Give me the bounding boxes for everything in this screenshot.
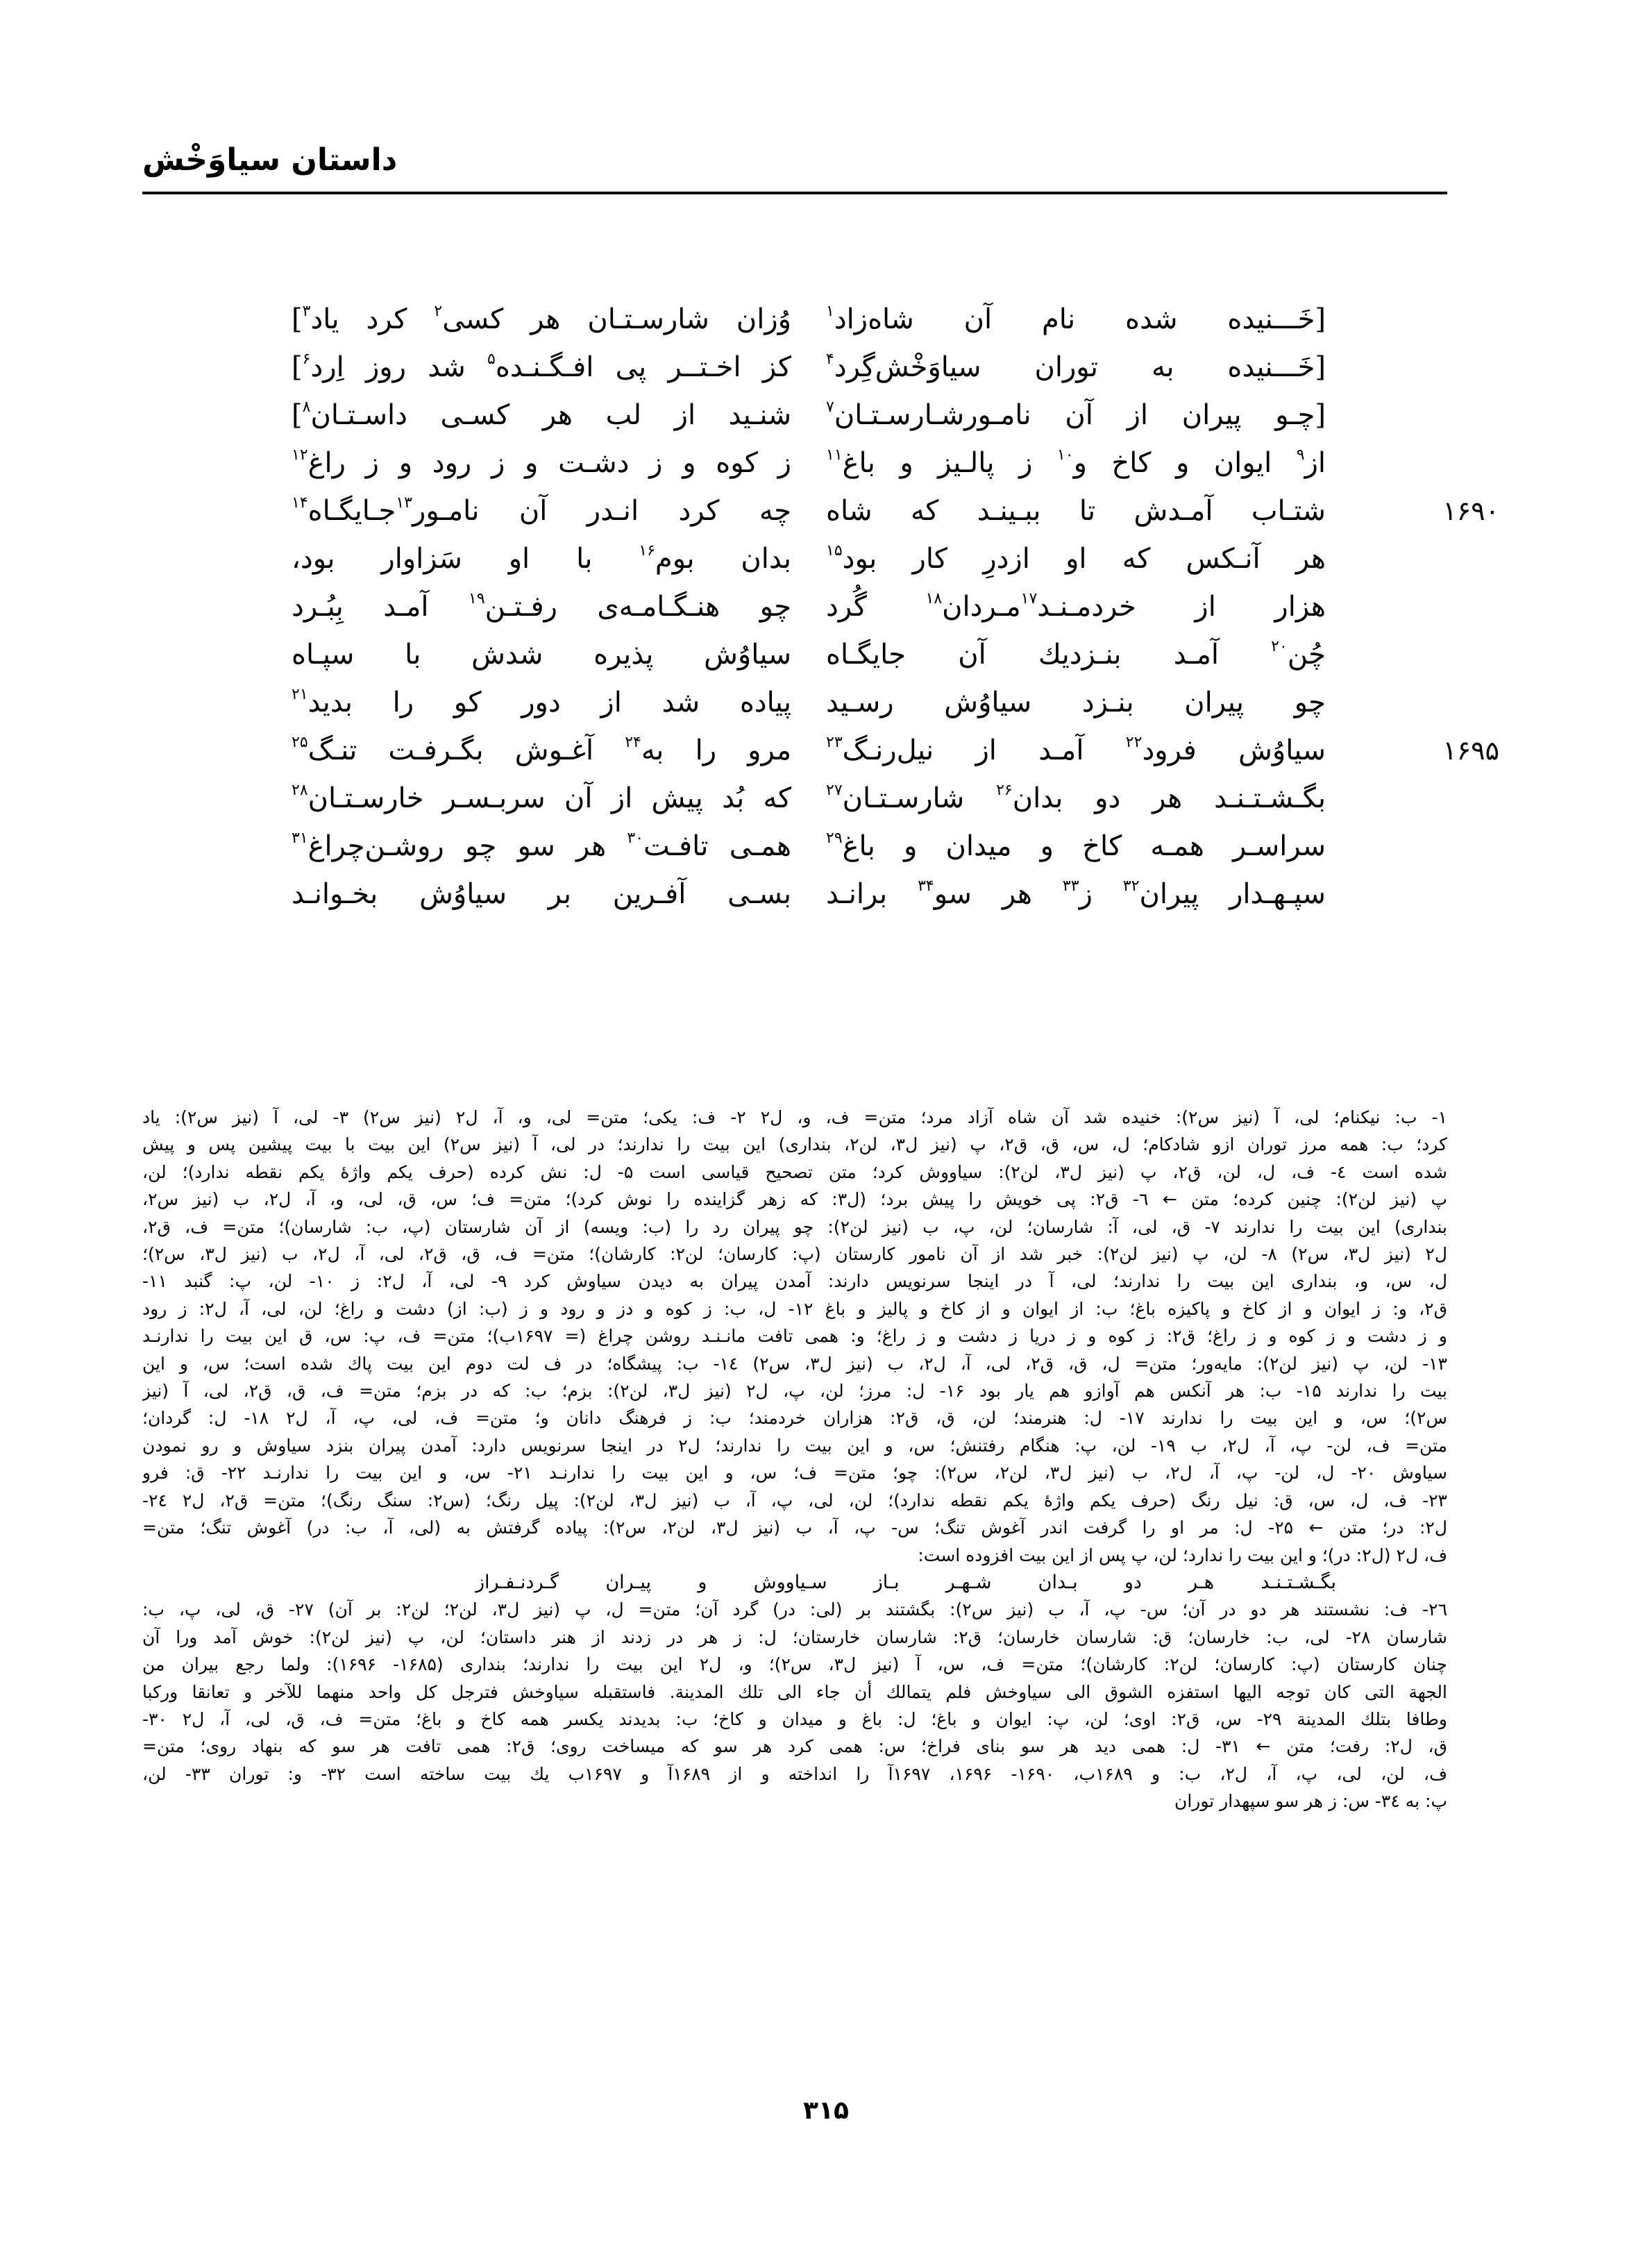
hemistich-first: از$^۹$ ایوان و کاخ و$^{۱۰}$ ز پالـیز و باغ$^{۱۱}$ <box>826 446 1326 479</box>
hemistich-first: سپـهـدار پیران$^{۳۲}$ ز$^{۳۳}$ هر سو$^{۳۴}$ برانـد <box>826 877 1326 910</box>
hemistich-second: که بُد پیش از آن سربـسـر خارسـتـان$^{۲۸}$ <box>292 782 791 814</box>
verse-couplet <box>229 490 1499 538</box>
footnote-line: شارسان ۲۸- لی، ب: خارسان؛ ق: شارسان خارسان؛ ق۲: شارسان خارستان؛ ل: ز هر در زدند از هنر داستان؛ لن، پ (نیز لن۲): خوش آمد ورا آن <box>142 1626 1447 1647</box>
header-rule <box>142 192 1447 194</box>
verse-number: ۱۶۹۰ <box>1442 496 1499 526</box>
verse-couplet <box>229 873 1499 921</box>
hemistich-second: وُزان شارسـتـان هر کسی$^۲$ کرد یاد$^۳$] <box>292 303 791 335</box>
footnotes <box>142 1104 1447 1815</box>
verse-couplet <box>229 682 1499 730</box>
chapter-title: داستان سیاوَخْش <box>142 142 398 178</box>
footnote-line: بیت را ندارند ۱۵- ب: هر آنکس هم آوازو هم یار بود ۱۶- ل: مرز؛ لن، پ، ل۲ (نیز ل۳، لن۲): بزم؛ ب: که در بزم؛ متن= ف، ق، ق۲، لی، آ (نیز <box>142 1381 1447 1402</box>
footnote-quoted-verse: بگـشـتـنـد هـر دو بـدان شـهـر بـاز سـیاووش و پیـران گـردنـفـراز <box>475 1571 1336 1593</box>
footnote-line: کرد؛ ب: همه مرز توران ازو شادکام؛ ل، س، ق، ق۲، پ (نیز ل۳، لن۲، بنداری) این بیت را ندارند؛ در لی، آ (نیز س۲) این بیت با بیت پیشین پس و پیش <box>142 1134 1447 1155</box>
verse-couplet <box>229 586 1499 634</box>
page-number: ۳۱۵ <box>803 2096 849 2125</box>
footnote-line: بنداری) این بیت را ندارند ۷- ق، لی، آ: شارسان؛ لن، پ، ب (نیز لن۲): چو پیران رد را (ب: ویسه) از آن شارستان (پ، ب: شارسان)؛ متن= ف، ق۲، <box>142 1216 1447 1237</box>
verse-couplet <box>229 825 1499 873</box>
verse-couplet <box>229 538 1499 586</box>
hemistich-second: چو هنـگـامـه‌ی رفـتـن$^{۱۹}$ آمـد بِبُـرد <box>292 590 791 623</box>
hemistich-second: بدان بوم$^{۱۶}$ با او سَزاوار بود، <box>292 542 791 575</box>
footnote-line: الجهة التی کان توجه الیها استفزه الشوق الی سیاوخش فلم یتمالك أن جاء الی تلك المدینة. فاستقبله سیاوخش فترجل کل واحد منهما للآخر و تعانقا ورکبا <box>142 1681 1447 1702</box>
hemistich-first: سراسـر همـه کاخ و میدان و باغ$^{۲۹}$ <box>826 830 1326 862</box>
verse-couplet <box>229 730 1499 777</box>
footnote-line: متن= ف، لن- پ، آ، ل۲، ب ۱۹- لن، پ: هنگام رفتنش؛ س، و این بیت را ندارند؛ ل۲ در اینجا سرنویس دارد: آمدن پیران بنزد سیاوش و رو نمودن <box>142 1435 1447 1456</box>
hemistich-second: ز کوه و ز دشـت و ز رود و ز راغ$^{۱۲}$ <box>292 446 791 479</box>
footnote-line: پ (نیز لن۲): چنین کرده؛ متن ← ٦- ق۲: پی خویش را پیش برد؛ (ل۳: که زهر گزاینده را نوش کرد)؛ متن= ف؛ س، ق، لی، و، آ، ل۲، ب (نیز س۲، <box>142 1189 1447 1210</box>
verse-couplet <box>229 394 1499 442</box>
footnote-line: وطافا بتلك المدینة ۲۹- س، ق۲: اوی؛ لن، پ: ایوان و باغ؛ ل: باغ و میدان و کاخ؛ ب: بدیدند یکسر همه کاخ و باغ؛ متن= ف، ق، لی، آ، ل۲ ۳۰- <box>142 1708 1447 1729</box>
footnote-line: ل۲ (نیز ل۳، س۲) ۸- لن، پ (نیز لن۲): خبر شد از آن نامور کارستان (پ: کارسان؛ لن۲: کارشان)؛ متن= ف، ق، ق۲، لی، آ، ل۲، ب (نیز ل۳، س۲)؛ <box>142 1244 1447 1265</box>
verse-couplet <box>229 442 1499 490</box>
hemistich-second: پیاده شد از دور کو را بدید$^{۲۱}$ <box>292 686 791 718</box>
footnote-line: ق، ل۲: رفت؛ متن ← ۳۱- ل: همی دید هر سو بنای فراخ؛ س: همی کرد هر سو که میساخت روی؛ ق۲: همی تافت هر سو که بنهاد روی؛ متن= <box>142 1736 1447 1757</box>
footnote-line: ف، ل۲ (ل۲: در)؛ و این بیت را ندارد؛ لن، پ پس از این بیت افزوده است: <box>918 1545 1447 1565</box>
hemistich-first: سیاوُش فرود$^{۲۲}$ آمـد از نیل‌رنـگ$^{۲۳}$ <box>826 734 1326 766</box>
hemistich-second: شنـید از لب هر کسـی داسـتـان$^۸$] <box>292 398 791 431</box>
hemistich-second: بسـی آفـرین بر سیاوُش بخـوانـد <box>292 878 791 910</box>
footnote-line: س۲)؛ س، و این بیت را ندارند ۱۷- ل: هنرمند؛ لن، ق، ق۲: هزاران خردمند؛ ب: ز فرهنگ دانان و؛ متن= ف، لی، پ، آ، ل۲ ۱۸- ل: گردان؛ <box>142 1408 1447 1429</box>
hemistich-first: [خَـــنیده شده نام آن شاه‌زاد$^۱$ <box>826 303 1326 335</box>
verse-couplet <box>229 777 1499 825</box>
poem-verses <box>229 299 1499 921</box>
footnote-line: ل۲: در؛ متن ← ۲۵- ل: مر او را گرفت اندر آغوش تنگ؛ س- پ، آ، ب (نیز ل۳، لن۲، س۲): پیاده گرفتش به (لی، آ، ب: در) آغوش تنگ؛ متن= <box>142 1517 1447 1538</box>
verse-couplet <box>229 299 1499 346</box>
footnote-line: ۱- ب: نیکنام؛ لی، آ (نیز س۲): خنیده شد آن شاه آزاد مرد؛ متن= ف، و، ل۲ ۲- ف: یکی؛ متن= لی، و، آ، ل۲ (نیز س۲) ۳- لی، آ (نیز س۲): یاد <box>142 1107 1447 1127</box>
hemistich-second: همـی تافـت$^{۳۰}$ هر سو چو روشـن‌چراغ$^{۳۱}$ <box>292 830 791 862</box>
hemistich-second: سیاوُش پذیره شدش با سپـاه <box>292 639 791 671</box>
footnote-line: چنان کارستان (پ: کارسان؛ لن۲: کارشان)؛ متن= ف، س، آ (نیز ل۳، س۲)؛ و، ل۲ این بیت را ندارند؛ بنداری (۱۶۸۵- ۱۶۹۶): ولما رجع بیران من <box>142 1654 1447 1675</box>
footnote-line: ۲۳- ف، ل، س، ق: نیل رنگ (حرف یکم واژهٔ یکم نقطه ندارد)؛ لن، لی، پ، آ، ب (نیز ل۳، لن۲): پیل رنگ؛ (س۲: سنگ رنگ)؛ متن= ق۲، ل۲ ۲٤- <box>142 1490 1447 1511</box>
footnote-line: ف، لن، لی، پ، آ، ل۲، ب: و ۱۶۸۹ب، ۱۶۹۰- ۱۶۹۶، ۱۶۹۷آ را انداخته و از ۱۶۸۹آ و ۱۶۹۷ب یك بیت ساخته است ۳۲- و: توران ۳۳- لن، <box>142 1763 1447 1784</box>
footnote-line: پ: به ۳٤- س: ز هر سو سپهدار توران <box>1174 1791 1447 1812</box>
footnote-line: ۲٦- ف: نشستند هر دو در آن؛ س- پ، آ، ب (نیز س۲): بگشتند بر (لی: در) گرد آن؛ متن= ل، پ (نیز ل۳، لن۲؛ لن۲: بر آن) ۲۷- ق، لی، پ، ب: <box>142 1599 1447 1620</box>
footnote-line: شده است ٤- ف، ل، لن، ق۲، پ (نیز ل۳، لن۲): سیاووش کرد؛ متن تصحیح قیاسی است ۵- ل: نش کرده (حرف یکم واژهٔ یکم نقطه ندارد)؛ لن، <box>142 1161 1447 1182</box>
footnote-line: و ز دشت و ز کوه و ز راغ؛ ق۲: ز کوه و ز دریا ز دشت و ز راغ؛ و: همی تافت مانـنـد روشن چراغ (= ۱۶۹۷ب)؛ متن= ف، پ: س، ق این بیت را ندارنـد <box>142 1326 1447 1347</box>
footnote-line: سیاوش ۲۰- ل، لن- پ، آ، ل۲، ب (نیز ل۳، لن۲، س۲): چو؛ متن= ف؛ س، و این بیت را ندارنـد ۲۱- س، و این بیت را ندارنـد ۲۲- ق: فرو <box>142 1463 1447 1483</box>
verse-couplet <box>229 634 1499 682</box>
hemistich-first: چو پیران بنـزد سیاوُش رسـید <box>826 687 1326 718</box>
hemistich-second: چه کرد انـدر آن نامـور$^{۱۳}$جـایگـاه$^{۱۴}$ <box>292 494 791 527</box>
hemistich-first: چُن$^{۲۰}$ آمـد بنـزدیك آن جایگـاه <box>826 638 1326 671</box>
hemistich-first: [چـو پیران از آن نامـورشـارسـتـان$^۷$ <box>826 398 1326 431</box>
hemistich-second: مرو را به$^{۲۴}$ آغـوش بگـرفـت تنـگ$^{۲۵}$ <box>292 734 791 766</box>
footnote-line: ۱۳- لن، پ (نیز لن۲): مایه‌ور؛ متن= ل، ق، ق۲، لی، آ، ل۲، ب (نیز ل۳، س۲) ۱٤- ب: پیشگاه؛ در ف لت دوم این بیت پاك شده است؛ س، و این <box>142 1353 1447 1374</box>
verse-couplet <box>229 346 1499 394</box>
hemistich-first: شتـاب آمـدش تا ببـینـد که شاه <box>826 495 1326 527</box>
verse-number: ۱۶۹۵ <box>1442 735 1499 766</box>
footnote-line: ل، س، و، بنداری این بیت را ندارند؛ لی، آ در اینجا سرنویس دارند: آمدن پیران به دیدن سیاوش کرد ۹- لی، آ، ل۲: ز ۱۰- لن، پ: گنبد ۱۱- <box>142 1271 1447 1292</box>
hemistich-first: هزار از خردمـنـد$^{۱۷}$مـردان$^{۱۸}$ گُرد <box>826 590 1326 623</box>
hemistich-first: هر آنـکس که او ازدرِ کار بود$^{۱۵}$ <box>826 542 1326 575</box>
hemistich-second: کز اخـتــر پی افـگـنـده$^۵$ شد روز اِرد$^۶$] <box>292 351 791 383</box>
hemistich-first: بگـشـتـنـد هر دو بدان$^{۲۶}$ شارسـتـان$^{۲۷}$ <box>826 782 1326 814</box>
footnote-line: ق۲، و: ز ایوان و از کاخ و پاکیزه باغ؛ ب: از ایوان و از کاخ و پالیز و باغ ۱۲- ل، ب: ز کوه و دز و رود و ز (ب: از) دشت و راغ؛ لن، لی، آ، ل۲: ز رود <box>142 1298 1447 1319</box>
hemistich-first: [خَـــنیده به توران سیاوَخْش‌گِرد$^۴$ <box>826 351 1326 383</box>
